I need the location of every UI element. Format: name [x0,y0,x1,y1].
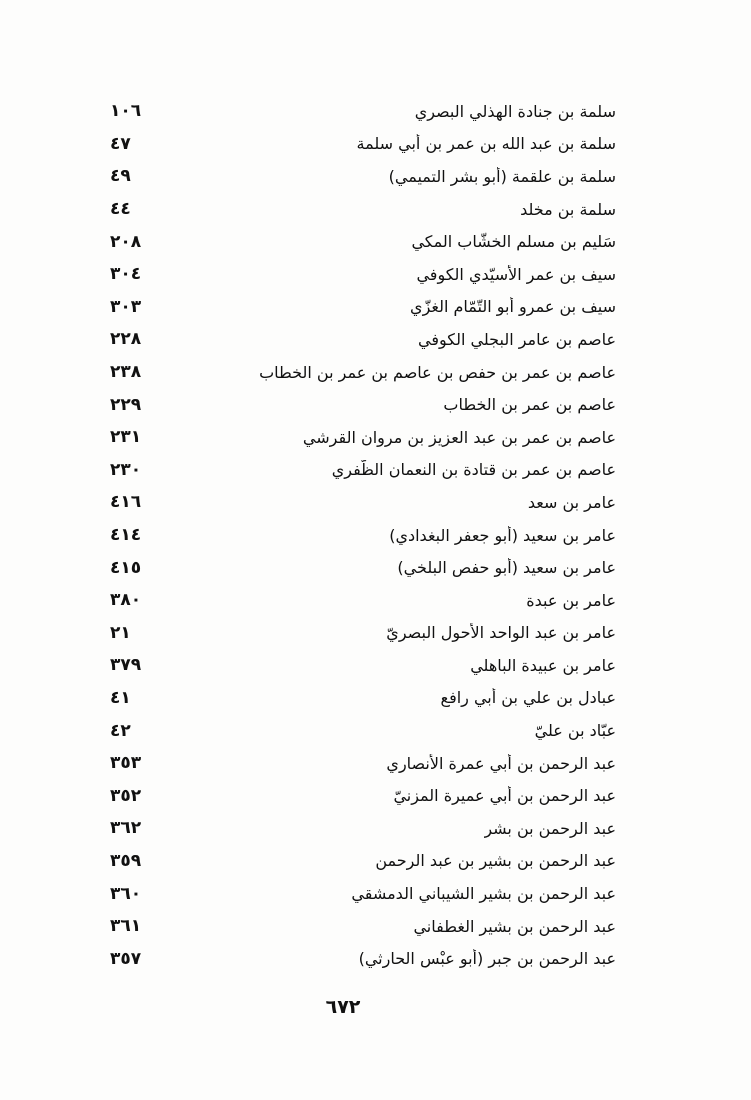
index-entry [110,617,616,650]
index-entry [110,551,616,584]
index-entry [110,291,616,324]
entry-name: عامر بن عبد الواحد الأحول البصريّ [386,623,616,643]
page-number: ٦٧٢ [325,996,361,1018]
entry-name: سيف بن عمرو أبو التّمّام الغزّي [410,297,616,317]
entry-name: عاصم بن عمر بن عبد العزيز بن مروان القرشي [302,427,616,447]
index-entry [110,714,616,747]
entry-name: سَليم بن مسلم الخشّاب المكي [411,232,616,252]
entry-page-number: ٤٩ [110,166,131,187]
entry-page-number: ٤١٦ [110,492,142,513]
entry-page-number: ٢١ [110,622,131,643]
entry-page-number: ٤٢ [110,720,131,741]
entry-page-number: ٣٠٣ [110,296,142,317]
entry-name: عاصم بن عمر بن حفص بن عاصم بن عمر بن الخطاب [259,362,616,382]
entry-page-number: ٢٣١ [110,427,142,448]
entry-page-number: ٣٦٠ [110,883,142,904]
index-entry [110,682,616,715]
entry-page-number: ٤٧ [110,133,131,154]
entry-page-number: ٣٥٢ [110,785,142,806]
index-entry [110,388,616,421]
entry-name: عامر بن عبيدة الباهلي [470,655,616,675]
entry-name: عبادل بن علي بن أبي رافع [440,688,616,708]
entry-page-number: ٣٦١ [110,916,142,937]
index-entry [110,454,616,487]
index-entry [110,160,616,193]
entry-name: عبد الرحمن بن أبي عميرة المزنيّ [393,786,616,806]
entry-name: عبد الرحمن بن أبي عمرة الأنصاري [386,753,616,773]
entry-name: عاصم بن عمر بن الخطاب [443,395,616,415]
entry-page-number: ١٠٦ [110,101,142,122]
index-entry [110,323,616,356]
entry-name: عاصم بن عمر بن قتادة بن النعمان الظّفري [331,460,616,480]
entry-page-number: ٢٠٨ [110,231,142,252]
index-entry [110,128,616,161]
entry-name: عامر بن سعيد (أبو حفص البلخي) [397,558,616,578]
entry-name: عبّاد بن عليّ [534,721,616,741]
entry-page-number: ٣٧٩ [110,655,142,676]
entry-name: سلمة بن عبد الله بن عمر بن أبي سلمة [356,134,616,154]
entry-name: سلمة بن مخلد [520,199,616,219]
entry-name: عامر بن عبدة [526,590,616,610]
narrator-index-list [110,95,616,975]
entry-name: عبد الرحمن بن بشير الغطفاني [413,916,616,936]
index-entry [110,421,616,454]
index-entry [110,356,616,389]
index-entry [110,779,616,812]
index-entry [110,812,616,845]
entry-name: عامر بن سعد [527,492,616,512]
index-entry [110,258,616,291]
entry-page-number: ٣٠٤ [110,264,142,285]
entry-name: عبد الرحمن بن بشر [484,818,616,838]
entry-page-number: ٢٣٨ [110,362,142,383]
index-entry [110,845,616,878]
index-entry [110,877,616,910]
index-entry [110,225,616,258]
entry-name: عاصم بن عامر البجلي الكوفي [418,329,616,349]
entry-page-number: ٣٥٧ [110,948,142,969]
entry-page-number: ٣٥٩ [110,850,142,871]
index-entry [110,942,616,975]
entry-page-number: ٢٢٨ [110,329,142,350]
entry-name: عبد الرحمن بن جبر (أبو عبْس الحارثي) [358,949,616,969]
index-entry [110,486,616,519]
index-entry [110,519,616,552]
index-entry [110,747,616,780]
entry-page-number: ٣٦٢ [110,818,142,839]
entry-name: سلمة بن علقمة (أبو بشر التميمي) [388,166,616,186]
entry-page-number: ٤١٥ [110,557,142,578]
entry-page-number: ٤١٤ [110,525,142,546]
index-entry [110,910,616,943]
index-entry [110,649,616,682]
entry-name: سلمة بن جنادة الهذلي البصري [414,101,616,121]
index-entry [110,584,616,617]
entry-page-number: ٢٢٩ [110,394,142,415]
entry-name: عبد الرحمن بن بشير بن عبد الرحمن [375,851,616,871]
entry-page-number: ٤٤ [110,199,131,220]
index-entry [110,193,616,226]
entry-page-number: ٣٥٣ [110,753,142,774]
entry-page-number: ٣٨٠ [110,590,142,611]
entry-name: عبد الرحمن بن بشير الشيباني الدمشقي [351,884,616,904]
entry-name: عامر بن سعيد (أبو جعفر البغدادي) [389,525,616,545]
entry-page-number: ٢٣٠ [110,459,142,480]
entry-page-number: ٤١ [110,687,131,708]
entry-name: سيف بن عمر الأسيّدي الكوفي [416,264,616,284]
index-entry [110,95,616,128]
